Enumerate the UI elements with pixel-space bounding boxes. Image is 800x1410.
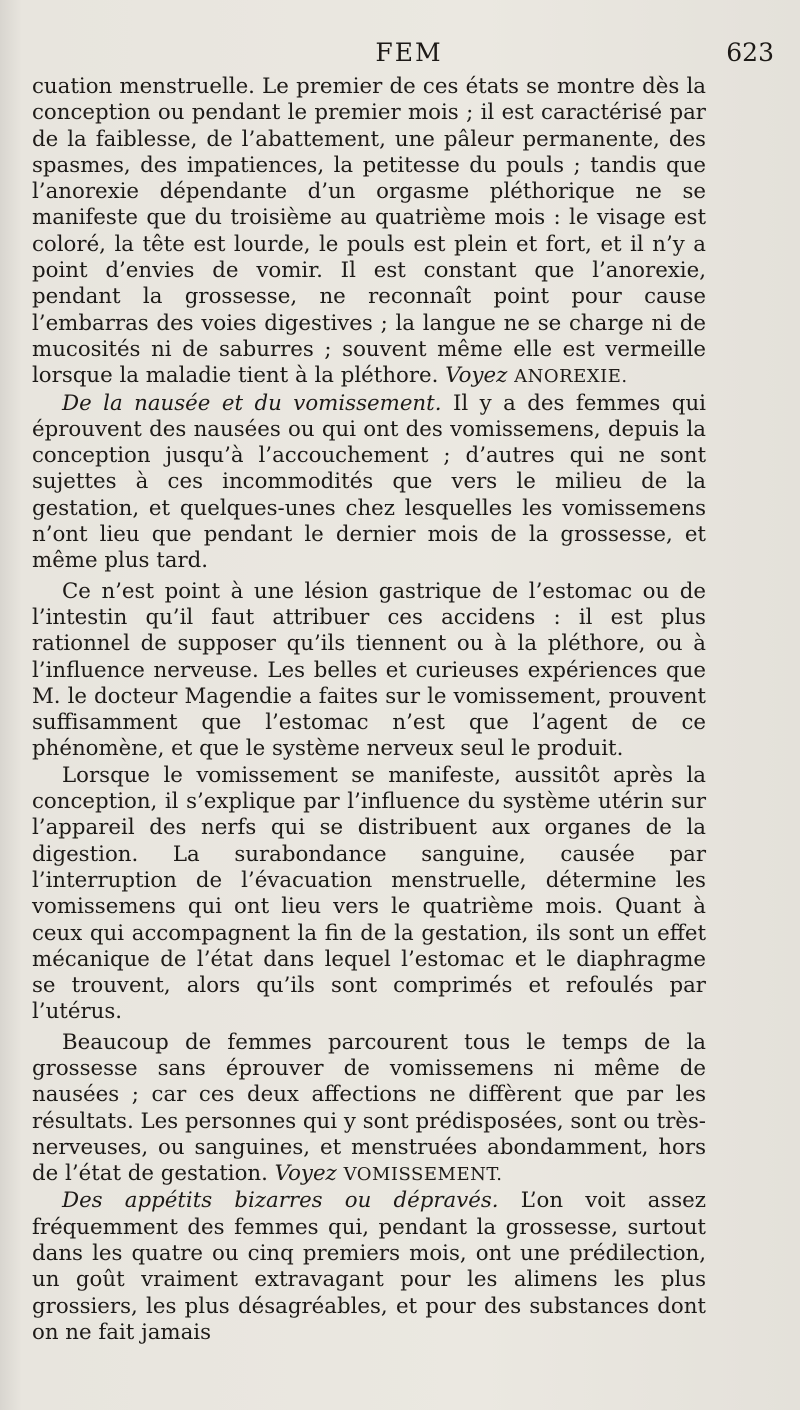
cross-reference-target: ANOREXIE. [514, 366, 628, 388]
paragraph-nausee [32, 391, 706, 575]
page-number: 623 [726, 38, 774, 67]
paragraph-text: Il y a des femmes qui éprouvent des nausées ou qui ont des vomissemens, depuis la conception jusqu’à l’accouchement ; d’autres qui ne sont sujettes à ces incommodités que vers le milieu de la gestation, et quelques-unes chez lesquelles les vomissemens n’ont lieu que pendant le dernier mois de la grossesse, et même plus tard. [32, 390, 706, 574]
cross-reference-voyez: Voyez [445, 363, 508, 389]
paragraph-lesion [32, 579, 706, 763]
page-header [32, 36, 786, 70]
paragraph-text: cuation menstruelle. Le premier de ces états se montre dès la conception ou pendant le premier mois ; il est caractérisé par de la faiblesse, de l’abattement, une pâleur permanente, des spasmes, des impatiences, la petitesse du pouls ; tandis que l’anorexie dépendante d’un orgasme pléthorique ne se manifeste que du troisième au quatrième mois : le visage est coloré, la tête est lourde, le pouls est plein et fort, et il n’y a point d’envies de vomir. Il est constant que l’anorexie, pendant la grossesse, ne reconnaît point pour cause l’embarras des voies digestives ; la langue ne se charge ni de mucosités ni de saburres ; souvent même elle est vermeille lorsque la maladie tient à la pléthore. [32, 74, 706, 389]
paragraph-text: Beaucoup de femmes parcourent tous le temps de la grossesse sans éprouver de vomissemens ni même de nausées ; car ces deux affections ne diffèrent que par les résultats. Les personnes qui y sont prédisposées, sont ou très-nerveuses, ou sanguines, et menstruées abondamment, hors de l’état de gestation. [32, 1029, 706, 1187]
paragraph-vomissement-cause [32, 763, 706, 1026]
cross-reference-target: VOMISSEMENT. [343, 1164, 503, 1186]
body-text [32, 74, 706, 1346]
paragraph-text: Ce n’est point à une lésion gastrique de l’estomac ou de l’intestin qu’il faut attribuer ces accidens : il est plus rationnel de supposer qu’ils tiennent ou à la pléthore, ou à l’influence nerveuse. Les belles et curieuses expériences que M. le docteur Magendie a faites sur le vomissement, prouvent suffisamment que l’estomac n’est que l’agent de ce phénomène, et que le système nerveux seul le produit. [32, 578, 706, 762]
section-heading: De la nausée et du vomissement. [62, 390, 442, 416]
paragraph-appetits [32, 1188, 706, 1346]
running-head: FEM [375, 38, 443, 67]
paragraph-text: Lorsque le vomissement se manifeste, aussitôt après la conception, il s’explique par l’influence du système utérin sur l’appareil des nerfs qui se distribuent aux organes de la digestion. La surabondance sanguine, causée par l’interruption de l’évacuation menstruelle, détermine les vomissemens qui ont lieu vers le quatrième mois. Quant à ceux qui accompagnent la fin de la gestation, ils sont un effet mécanique de l’état dans lequel l’estomac et le diaphragme se trouvent, alors qu’ils sont comprimés et refoulés par l’utérus. [32, 762, 706, 1025]
section-heading: Des appétits bizarres ou dépravés. [62, 1188, 499, 1214]
paragraph-beaucoup [32, 1030, 706, 1189]
cross-reference-voyez: Voyez [274, 1161, 337, 1187]
paragraph-anorexie-end [32, 74, 706, 391]
paragraph-text: L’on voit assez fréquemment des femmes qui, pendant la grossesse, surtout dans les quatre ou cinq premiers mois, ont une prédilection, un goût vraiment extravagant pour les alimens les plus grossiers, les plus désagréables, et pour des substances dont on ne fait jamais [32, 1188, 706, 1345]
